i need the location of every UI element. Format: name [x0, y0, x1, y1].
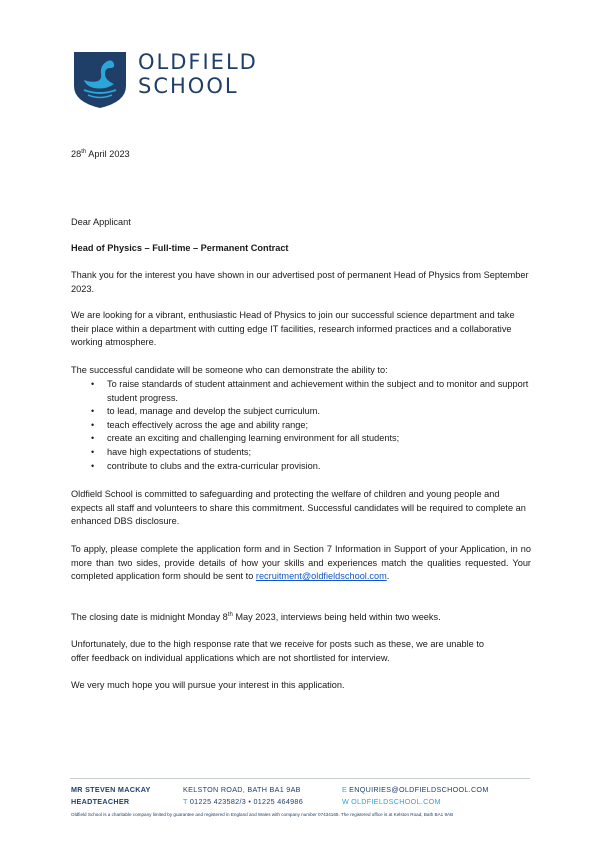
- closing-date-suffix: th: [227, 611, 233, 618]
- letter-subject: Head of Physics – Full-time – Permanent Contract: [71, 243, 289, 253]
- date-suffix: th: [81, 148, 87, 155]
- list-item: [71, 405, 531, 419]
- footer-headteacher: [71, 784, 151, 807]
- list-item-text: contribute to clubs and the extra-curricular provision.: [107, 460, 321, 471]
- list-item: [71, 419, 531, 433]
- paragraph-how-to-apply: [71, 543, 531, 584]
- list-item-text: to lead, manage and develop the subject curriculum.: [107, 406, 320, 417]
- bullet-icon: •: [91, 460, 95, 471]
- footer-contact: [342, 784, 489, 807]
- footer-divider: [70, 778, 530, 779]
- paragraph-closing-date: [71, 611, 531, 625]
- website-address[interactable]: OLDFIELDSCHOOL.COM: [351, 796, 441, 806]
- list-item-text: teach effectively across the age and ability range;: [107, 419, 309, 430]
- web-marker: W: [342, 796, 350, 806]
- paragraph-safeguarding: Oldfield School is committed to safeguarding and protecting the welfare of children and young people and expects all staff and volunteers to share this commitment. Successful candidates will be required to complete an enhanced DBS disclosure.: [71, 489, 526, 527]
- salutation: Dear Applicant: [71, 217, 131, 227]
- letter-date: [71, 148, 531, 162]
- bullet-icon: •: [91, 446, 95, 457]
- email-address[interactable]: ENQUIRIES@OLDFIELDSCHOOL.COM: [349, 785, 489, 794]
- phone-numbers: 01225 423582/3 • 01225 464986: [189, 796, 304, 806]
- swan-crest-icon: [72, 50, 128, 110]
- email-marker: E: [342, 785, 348, 794]
- list-item: [71, 460, 531, 474]
- school-email[interactable]: [342, 784, 489, 796]
- phone-marker: T: [183, 796, 188, 806]
- legal-notice: Oldfield School is a charitable company limited by guarantee and registered in England and Wales with company number 07434165. The registered office is at Kelston Road, Bath BA1 9AB: [71, 812, 454, 817]
- bullet-icon: •: [91, 419, 95, 430]
- list-item-text: have high expectations of students;: [107, 446, 252, 457]
- list-item: [71, 446, 531, 460]
- school-address: KELSTON ROAD, BATH BA1 9AB: [183, 785, 301, 794]
- paragraph-vibrant: We are looking for a vibrant, enthusiastic Head of Physics to join our successful science department and take their place within a department with cutting edge IT facilities, research informed practices and a collaborative working atmosphere.: [71, 310, 515, 348]
- bullet-icon: •: [91, 406, 95, 417]
- closing-date-text-a: The closing date is midnight Monday 8: [71, 612, 228, 622]
- date-rest: April 2023: [86, 149, 130, 159]
- paragraph-feedback: Unfortunately, due to the high response rate that we receive for posts such as these, we are unable to offer feedback on individual applications which are not shortlisted for interview.: [71, 639, 485, 663]
- school-logo: [72, 50, 258, 110]
- paragraph-thanks: Thank you for the interest you have shown in our advertised post of permanent Head of Physics from September 2023.: [71, 270, 529, 294]
- school-website[interactable]: [342, 796, 489, 808]
- date-day: 28: [71, 149, 82, 159]
- school-phones: [183, 796, 303, 808]
- bullet-icon: •: [91, 433, 95, 444]
- recruitment-email-link[interactable]: recruitment@oldfieldschool.com: [255, 571, 387, 582]
- paragraph-intro-abilities: The successful candidate will be someone who can demonstrate the ability to:: [71, 365, 388, 375]
- list-item: [71, 432, 531, 446]
- list-item: [71, 378, 531, 405]
- apply-end: .: [386, 571, 390, 582]
- footer-address: [183, 784, 303, 807]
- school-name: [138, 50, 258, 98]
- abilities-list: [71, 378, 531, 473]
- list-item-text: To raise standards of student attainment and achievement within the subject and to monitor and support student progress.: [107, 379, 529, 403]
- headteacher-role: HEADTEACHER: [71, 796, 130, 806]
- school-name-line2: SCHOOL: [138, 74, 239, 98]
- list-item-text: create an exciting and challenging learning environment for all students;: [107, 433, 400, 444]
- headteacher-name: MR STEVEN MACKAY: [71, 785, 151, 794]
- bullet-icon: •: [91, 379, 95, 389]
- paragraph-closing: We very much hope you will pursue your interest in this application.: [71, 680, 345, 690]
- apply-text: To apply, please complete the application form and in Section 7 Information in Support of your Application, in no more than two sides, provide details of how your skills and experiences match the qualities requested. Your completed application form should be sent to: [71, 544, 531, 582]
- closing-date-text-b: May 2023, interviews being held within two weeks.: [232, 612, 441, 622]
- school-name-line1: OLDFIELD: [138, 50, 258, 74]
